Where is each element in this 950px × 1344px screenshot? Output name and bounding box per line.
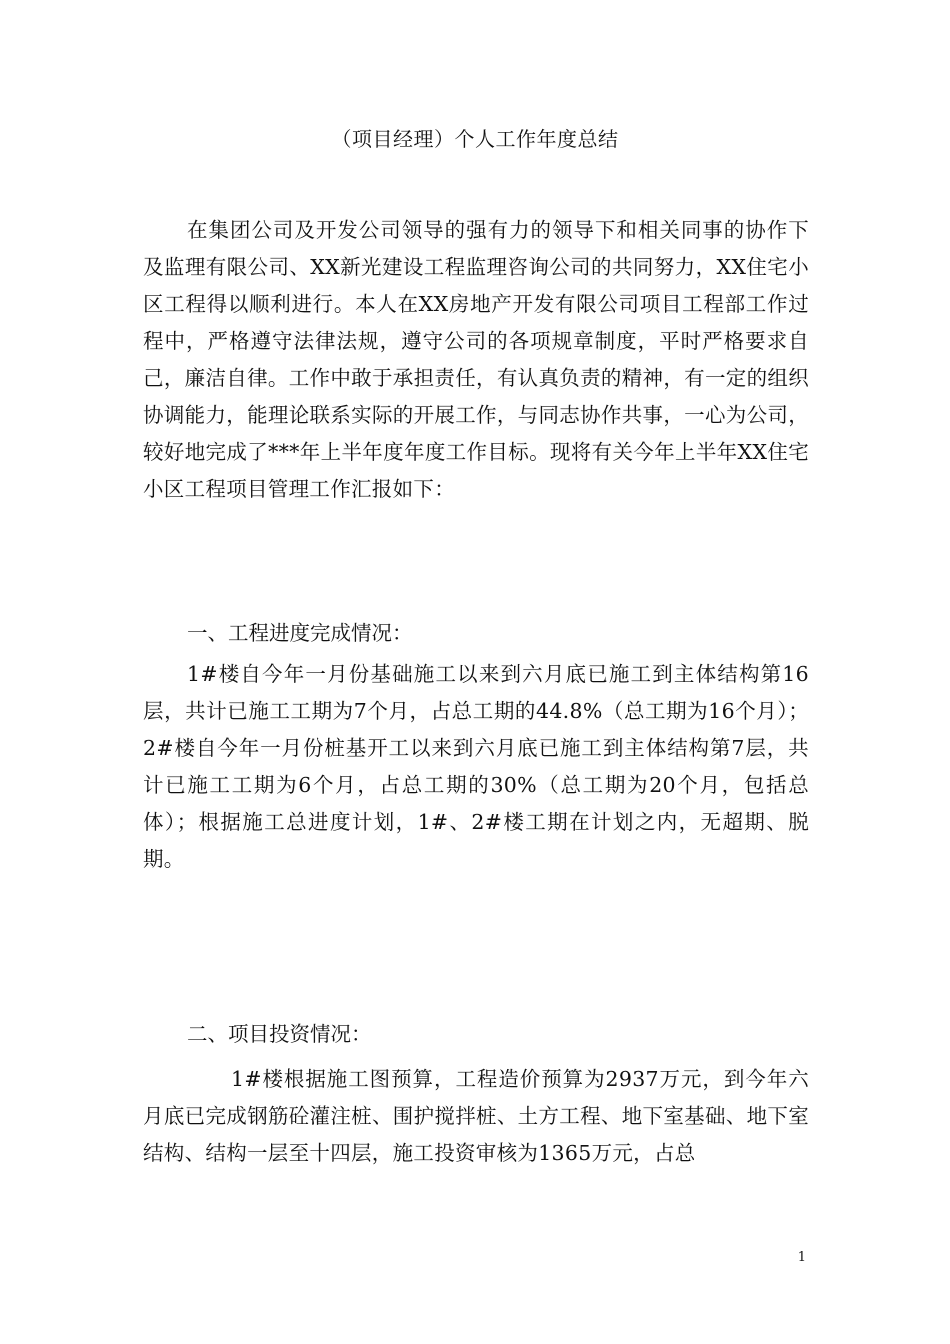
intro-paragraph: 在集团公司及开发公司领导的强有力的领导下和相关同事的协作下及监理有限公司、XX新光建设工程监理咨询公司的共同努力，XX住宅小区工程得以顺利进行。本人在XX房地产开发有限公司项目工程部工作过程中，严格遵守法律法规，遵守公司的各项规章制度，平时严格要求自己，廉洁自律。工作中敢于承担责任，有认真负责的精神，有一定的组织协调能力，能理论联系实际的开展工作，与同志协作共事，一心为公司，较好地完成了***年上半年度年度工作目标。现将有关今年上半年XX住宅小区工程项目管理工作汇报如下： (143, 218, 809, 501)
section-1-paragraph: 1#楼自今年一月份基础施工以来到六月底已施工到主体结构第16层，共计已施工工期为7个月，占总工期的44.8%（总工期为16个月）；2#楼自今年一月份桩基开工以来到六月底已施工到主体结构第7层，共计已施工工期为6个月，占总工期的30%（总工期为20个月，包括总体）；根据施工总进度计划，1#、2#楼工期在计划之内，无超期、脱期。 (143, 662, 809, 871)
document-title: （项目经理）个人工作年度总结 (331, 127, 619, 151)
section-2-heading: 二、项目投资情况： (187, 1022, 372, 1046)
page-number: 1 (797, 1250, 806, 1265)
section-2-paragraph: 1#楼根据施工图预算，工程造价预算为2937万元，到今年六月底已完成钢筋砼灌注桩、围护搅拌桩、土方工程、地下室基础、地下室结构、结构一层至十四层，施工投资审核为1365万元，占总 (143, 1067, 809, 1165)
section-1-heading: 一、工程进度完成情况： (187, 621, 413, 645)
